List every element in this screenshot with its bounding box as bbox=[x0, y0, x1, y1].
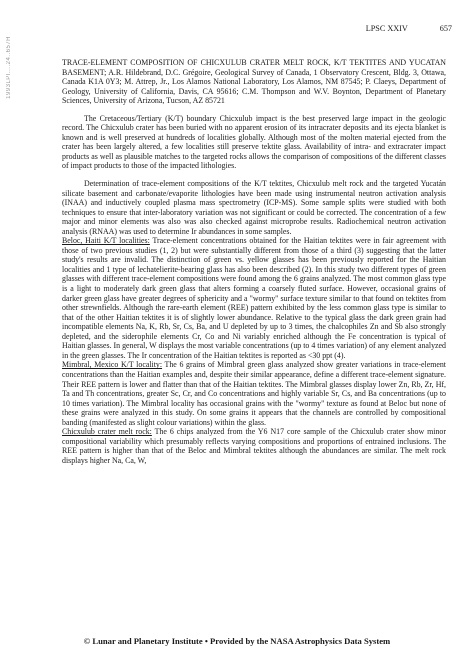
beloc-heading: Beloc, Haiti K/T localities: bbox=[62, 236, 150, 246]
melt-rock-section bbox=[62, 427, 446, 465]
author-affiliations: A.R. Hildebrand, D.C. Grégoire, Geological Survey of Canada, 1 Observatory Crescent, Bldg. 3, Ottawa, Canada K1A 0Y3; M. Attrep, Jr., Los Alamos National Laboratory, Los Alamos, NM 87545; P. Claeys, Department of Geology, University of California, Davis, CA 95616; C.M. Thompson and W.V. Boynton, Department of Planetary Sciences, University of Arizona, Tucson, AZ 85721 bbox=[62, 67, 446, 106]
article-title: TRACE-ELEMENT COMPOSITION OF CHICXULUB CRATER MELT ROCK, K/T TEKTITES AND YUCATAN BASEMENT; bbox=[62, 58, 446, 77]
beloc-section bbox=[62, 236, 446, 360]
page-header bbox=[336, 24, 452, 33]
page-number: 657 bbox=[439, 24, 452, 33]
mimbral-heading: Mimbral, Mexico K/T locality: bbox=[62, 360, 163, 370]
mimbral-text: The 6 grains of Mimbral green glass analyzed show greater variations in trace-element concentrations than the Haitian examples and, despite their similar appearance, define a different trace-element signature. Their REE pattern is lower and flatter than that of the Haitian tektites. The Mimbral glasses display lower Zn, Rb, Zr, Hf, Ta and Th concentrations, greater Sc, Cr, and Co concentrations and highly variable Sr, Cs, and Ba concentrations (up to 10 times variation). The Mimbral locality has occasional grains with the "wormy" texture as found at Beloc but none of these grains were analyzed in this study. On some grains it appears that the channels are controlled by compositional banding (manifested as slight colour variations) within the glass. bbox=[62, 360, 446, 427]
melt-rock-heading: Chicxulub crater melt rock: bbox=[62, 427, 152, 437]
conference-label: LPSC XXIV bbox=[365, 24, 408, 33]
mimbral-section bbox=[62, 360, 446, 427]
article-body bbox=[62, 58, 446, 465]
melt-rock-text: The 6 chips analyzed from the Y6 N17 core sample of the Chicxulub crater show minor compositional variability which presumably reflects varying compositions and proportions of entrained inclusions. The REE pattern is higher than that of the Beloc and Mimbral tektites although the abundances are similar. The melt rock displays higher Na, Ca, W, bbox=[62, 427, 446, 465]
ads-bibcode-stamp: 1993LPI....24..657H bbox=[6, 36, 12, 99]
beloc-text: Trace-element concentrations obtained for the Haitian tektites were in fair agreement with those of two previous studies (1, 2) but were substantially different from those of a third (3) suggesting that the latter study's results are invalid. The distinction of green vs. yellow glasses has been previously reported for the Haitian localities and 1 type of lechatelierite-bearing glass has also been described (2). In this study two different types of green glasses with different trace-element compositions were found among the 6 grains analyzed. The most common glass type is a light to moderately dark green glass that alters forming a coarsely fluted surface. However, occasional grains of darker green glass have greater degrees of sphericity and a "wormy" surface texture similar to that found on tektites from other strewnfields. Although the rare-earth element (REE) pattern exhibited by the less common glass type is similar to that of the other Haitian tektites it is of slightly lower abundance. Relative to the typical glass the dark green grain had incompatible elements Na, K, Rb, Sr, Cs, Ba, and U depleted by up to 3 times, the chalcophiles Zn and Sb also strongly depleted, and the siderophile elements Cr, Co and Ni variably enriched although the Fe concentration is typical of Haitian glasses. In general, W displays the most variable concentrations (up to 4 times variation) of any element analyzed in the green glasses. The Ir concentration of the Haitian tektites is reported as <30 ppt (4). bbox=[62, 236, 446, 360]
intro-paragraph: The Cretaceous/Tertiary (K/T) boundary Chicxulub impact is the best preserved large impact in the geologic record. The Chicxulub crater has been buried with no apparent erosion of its intracrater deposits and its ejecta blanket is known and is well preserved at hundreds of localities globally. Although most of the molten material ejected from the crater has been largely altered, a few localities still preserve tektite glass. Availability of intra- and extracrater impact products as well as plausible matches to the targeted rocks allows the comparison of compositions of the different classes of impact products to those of the impacted lithologies. bbox=[62, 113, 446, 171]
methods-paragraph: Determination of trace-element compositions of the K/T tektites, Chicxulub melt rock and the targeted Yucatán silicate basement and carbonate/evaporite lithologies have been made using instrumental neutron activation analysis (INAA) and inductively coupled plasma mass spectrometry (ICP-MS). Some sample splits were studied with both techniques to ensure that inter-laboratory variation was not significant or could be corrected. The concentration of a few major and minor elements was also was also checked against microprobe results. Radiochemical neutron activation analysis (RNAA) was used to determine Ir abundances in some samples. bbox=[62, 179, 446, 236]
title-block bbox=[62, 58, 446, 106]
copyright-footer: © Lunar and Planetary Institute • Provided by the NASA Astrophysics Data System bbox=[83, 636, 391, 646]
